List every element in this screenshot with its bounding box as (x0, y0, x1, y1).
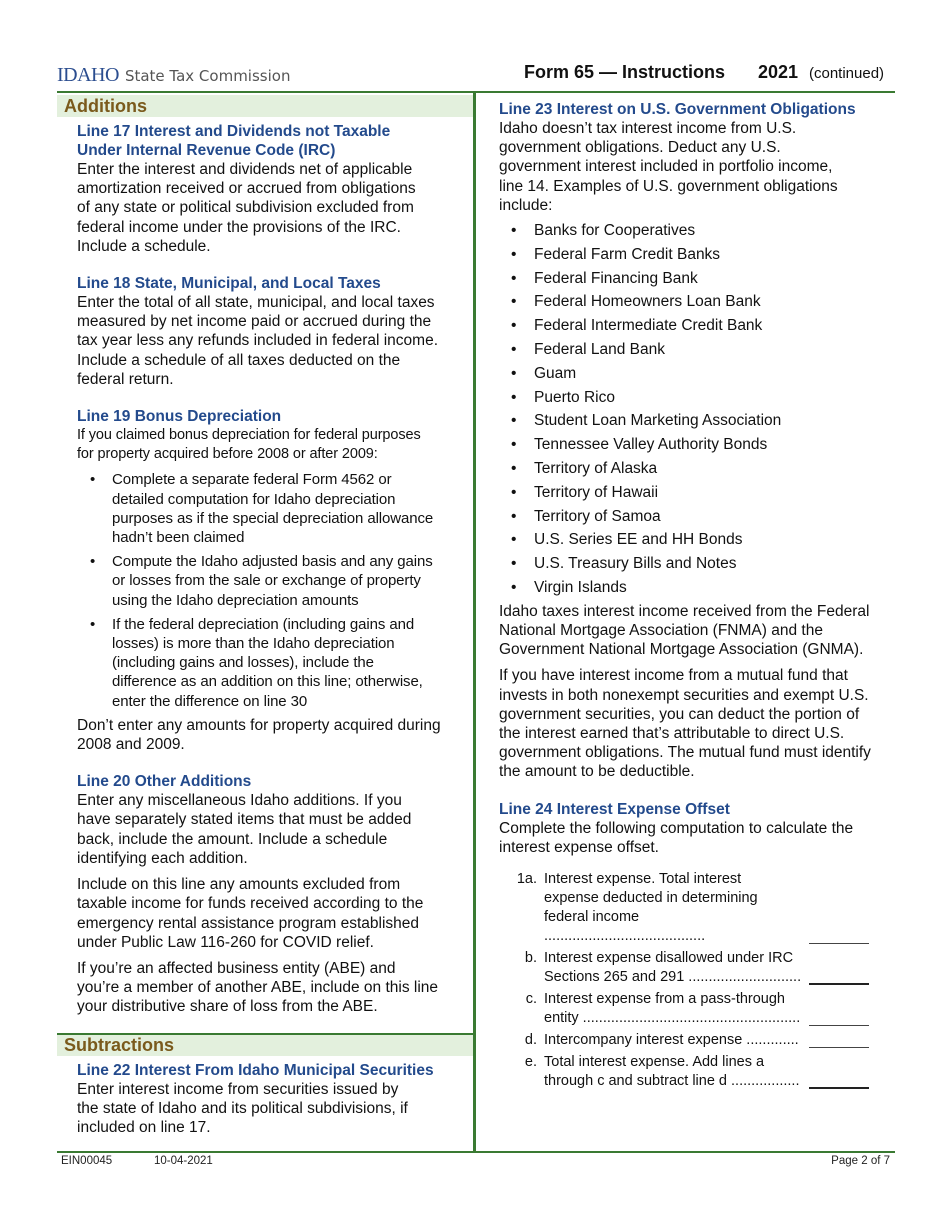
text-line: 2008 and 2009. (77, 736, 185, 754)
line-17-text (77, 160, 473, 256)
government-obligations-list (499, 221, 895, 597)
list-item: • Guam (511, 364, 577, 382)
text-line: government securities, you can deduct the portion of (499, 705, 860, 723)
text-line: measured by net income paid or accrued during the (77, 313, 432, 331)
amount-field-1a[interactable] (809, 943, 869, 944)
text-line: Enter the total of all state, municipal, and local taxes (77, 294, 435, 312)
text-line: Complete the following computation to calculate the (499, 819, 854, 837)
line-17-heading (77, 122, 473, 160)
text-line: federal income under the provisions of the IRC. (77, 218, 401, 236)
footer-page-number: Page 2 of 7 (831, 1155, 890, 1167)
text-line: amortization received or accrued from obligations (77, 180, 416, 198)
line-18-text (77, 293, 473, 389)
text-line: If you have interest income from a mutual fund that (499, 667, 848, 685)
line-23-entry (499, 100, 895, 782)
line-20-heading: Line 20 Other Additions (77, 773, 252, 791)
text-line: National Mortgage Association (FNMA) and the (499, 621, 823, 639)
text-line: tax year less any refunds included in federal income. (77, 332, 439, 350)
text-line: difference as an addition on this line; otherwise, (112, 673, 423, 691)
line-17-entry (77, 122, 473, 256)
computation-row-1a: 1a. Interest expense. Total interest expense deducted in determining federal income ........................................ (499, 870, 895, 946)
line-22-heading: Line 22 Interest From Idaho Municipal Securities (77, 1061, 434, 1079)
text-line: government interest included in portfolio income, (499, 158, 833, 176)
top-rule (57, 91, 895, 93)
text-line: taxable income for funds received according to the (77, 895, 424, 913)
list-item: • Virgin Islands (511, 578, 627, 596)
amount-field-d[interactable] (809, 1047, 869, 1048)
form-year: 2021 (758, 62, 799, 82)
column-divider (473, 92, 476, 1152)
text-line: invests in both nonexempt securities and exempt U.S. (499, 686, 869, 704)
amount-field-c[interactable] (809, 1025, 869, 1026)
page-header (57, 58, 895, 90)
line-19-text (77, 426, 473, 464)
list-item: • Territory of Samoa (511, 507, 661, 525)
text-line: federal return. (77, 370, 174, 388)
line-20-paragraph-1 (77, 791, 473, 868)
bottom-rule (57, 1151, 895, 1153)
list-item: • U.S. Treasury Bills and Notes (511, 555, 737, 573)
list-item: • If the federal depreciation (including gains and losses) is more than the Idaho depreciation (including gains and losses), include the difference as an addition on this line; otherwise, enter the difference on line 30 (90, 615, 423, 710)
idaho-logo (57, 64, 290, 87)
text-line: under Public Law 116-260 for COVID relief. (77, 933, 374, 951)
computation-row-b: b. Interest expense disallowed under IRC Sections 265 and 291 ............................ (499, 949, 895, 987)
text-line: If the federal depreciation (including gains and (112, 615, 415, 633)
text-line: emergency rental assistance program established (77, 914, 420, 932)
text-line: Government National Mortgage Association (GNMA). (499, 641, 864, 659)
text-line: the amount to be deductible. (499, 763, 695, 781)
section-header-additions: Additions (57, 95, 473, 117)
text-line: hadn’t been claimed (112, 529, 245, 547)
line-24-entry (499, 800, 895, 1091)
logo-text: State Tax Commission (124, 67, 291, 85)
list-item: • Federal Land Bank (511, 341, 665, 358)
line-20-paragraph-3 (77, 959, 473, 1017)
computation-row-d: d. Intercompany interest expense ............. (499, 1031, 895, 1050)
text-line: back, include the amount. Include a schedule (77, 830, 388, 848)
line-23-paragraph-2 (499, 666, 895, 781)
list-item: • Federal Farm Credit Banks (511, 245, 721, 263)
line-24-heading: Line 24 Interest Expense Offset (499, 800, 730, 818)
footer-form-id: EIN00045 (61, 1155, 113, 1167)
text-line: enter the difference on line 30 (112, 692, 308, 710)
line-17-heading-2: Under Internal Revenue Code (IRC) (77, 142, 336, 159)
line-19-entry (77, 407, 473, 754)
text-line: Enter any miscellaneous Idaho additions. If you (77, 792, 402, 810)
list-item: • Territory of Hawaii (511, 483, 659, 501)
text-line: Complete a separate federal Form 4562 or (112, 471, 392, 489)
line-19-heading: Line 19 Bonus Depreciation (77, 408, 282, 426)
text-line: If you claimed bonus depreciation for federal purposes (77, 427, 421, 444)
text-line: included on line 17. (77, 1118, 211, 1136)
text-line: interest expense offset. (499, 838, 659, 856)
line-18-entry (77, 274, 473, 389)
line-19-bullets (77, 470, 473, 710)
line-23-paragraph-1 (499, 602, 895, 660)
line-24-intro (499, 819, 895, 857)
line-18-heading: Line 18 State, Municipal, and Local Taxes (77, 275, 381, 293)
text-line: Enter the interest and dividends net of applicable (77, 161, 413, 178)
logo-mark: IDAHO (57, 64, 119, 86)
computation-row-e: e. Total interest expense. Add lines a through c and subtract line d ................. (499, 1053, 895, 1091)
list-item: • Federal Intermediate Credit Bank (511, 317, 763, 335)
text-line: of any state or political subdivision excluded from (77, 199, 414, 217)
text-line: Idaho taxes interest income received from the Federal (499, 602, 870, 620)
list-item: • U.S. Series EE and HH Bonds (511, 531, 743, 549)
amount-field-e[interactable] (809, 1087, 869, 1089)
list-item: • Federal Homeowners Loan Bank (511, 293, 761, 311)
line-20-entry (77, 772, 473, 1016)
text-line: the interest earned that’s attributable to direct U.S. (499, 724, 845, 742)
text-line: identifying each addition. (77, 849, 248, 867)
text-line: using the Idaho depreciation amounts (112, 591, 359, 609)
list-item: • Banks for Cooperatives (511, 222, 696, 240)
text-line: the state of Idaho and its political subdivisions, if (77, 1099, 408, 1117)
text-line: include: (499, 196, 553, 214)
text-line: Idaho doesn’t tax interest income from U.S. (499, 120, 797, 137)
text-line: for property acquired before 2008 or after 2009: (77, 446, 378, 463)
list-item: • Student Loan Marketing Association (511, 412, 782, 430)
text-line: government obligations. The mutual fund must identify (499, 744, 871, 762)
text-line: detailed computation for Idaho depreciation (112, 490, 396, 508)
text-line: Include a schedule of all taxes deducted on the (77, 351, 401, 369)
text-line: Include a schedule. (77, 237, 211, 255)
section-header-subtractions: Subtractions (57, 1033, 473, 1056)
text-line: Enter interest income from securities issued by (77, 1080, 399, 1098)
continued-label: (continued) (809, 65, 885, 82)
line-20-paragraph-2 (77, 875, 473, 952)
text-line: you’re a member of another ABE, include on this line (77, 979, 439, 997)
text-line: Include on this line any amounts excluded from (77, 876, 401, 894)
list-item: • Federal Financing Bank (511, 269, 698, 287)
form-title: Form 65 — Instructions (524, 62, 726, 82)
text-line: or losses from the sale or exchange of property (112, 572, 421, 590)
footer-date: 10-04-2021 (154, 1155, 213, 1167)
line-23-heading: Line 23 Interest on U.S. Government Obligations (499, 101, 856, 118)
text-line: (including gains and losses), include the (112, 654, 374, 672)
list-item: • Puerto Rico (511, 388, 615, 406)
line-22-text (77, 1080, 473, 1138)
computation-row-c: c. Interest expense from a pass-through entity ...................................................... (499, 990, 895, 1028)
line-23-intro (499, 119, 895, 215)
text-line: Compute the Idaho adjusted basis and any gains (112, 553, 433, 571)
line-19-note (77, 716, 473, 754)
list-item: • Tennessee Valley Authority Bonds (511, 436, 768, 454)
text-line: your distributive share of loss from the ABE. (77, 998, 378, 1016)
text-line: purposes as if the special depreciation allowance (112, 509, 434, 527)
list-item: • Complete a separate federal Form 4562 or detailed computation for Idaho depreciation purposes as if the special depreciation allowance hadn’t been claimed (90, 471, 434, 547)
line-22-entry (77, 1061, 473, 1138)
interest-expense-computation (499, 870, 895, 1091)
list-item: • Territory of Alaska (511, 459, 658, 477)
text-line: government obligations. Deduct any U.S. (499, 139, 781, 157)
text-line: If you’re an affected business entity (ABE) and (77, 959, 396, 977)
left-column (57, 95, 473, 1137)
list-item: • Compute the Idaho adjusted basis and any gains or losses from the sale or exchange of property using the Idaho depreciation amounts (90, 553, 433, 609)
text-line: line 14. Examples of U.S. government obligations (499, 177, 838, 195)
line-17-heading-1: Line 17 Interest and Dividends not Taxable (77, 123, 391, 140)
amount-field-b[interactable] (809, 983, 869, 985)
text-line: losses) is more than the Idaho depreciation (112, 635, 395, 653)
right-column (499, 100, 895, 1094)
text-line: have separately stated items that must be added (77, 811, 412, 829)
text-line: Don’t enter any amounts for property acquired during (77, 716, 441, 734)
